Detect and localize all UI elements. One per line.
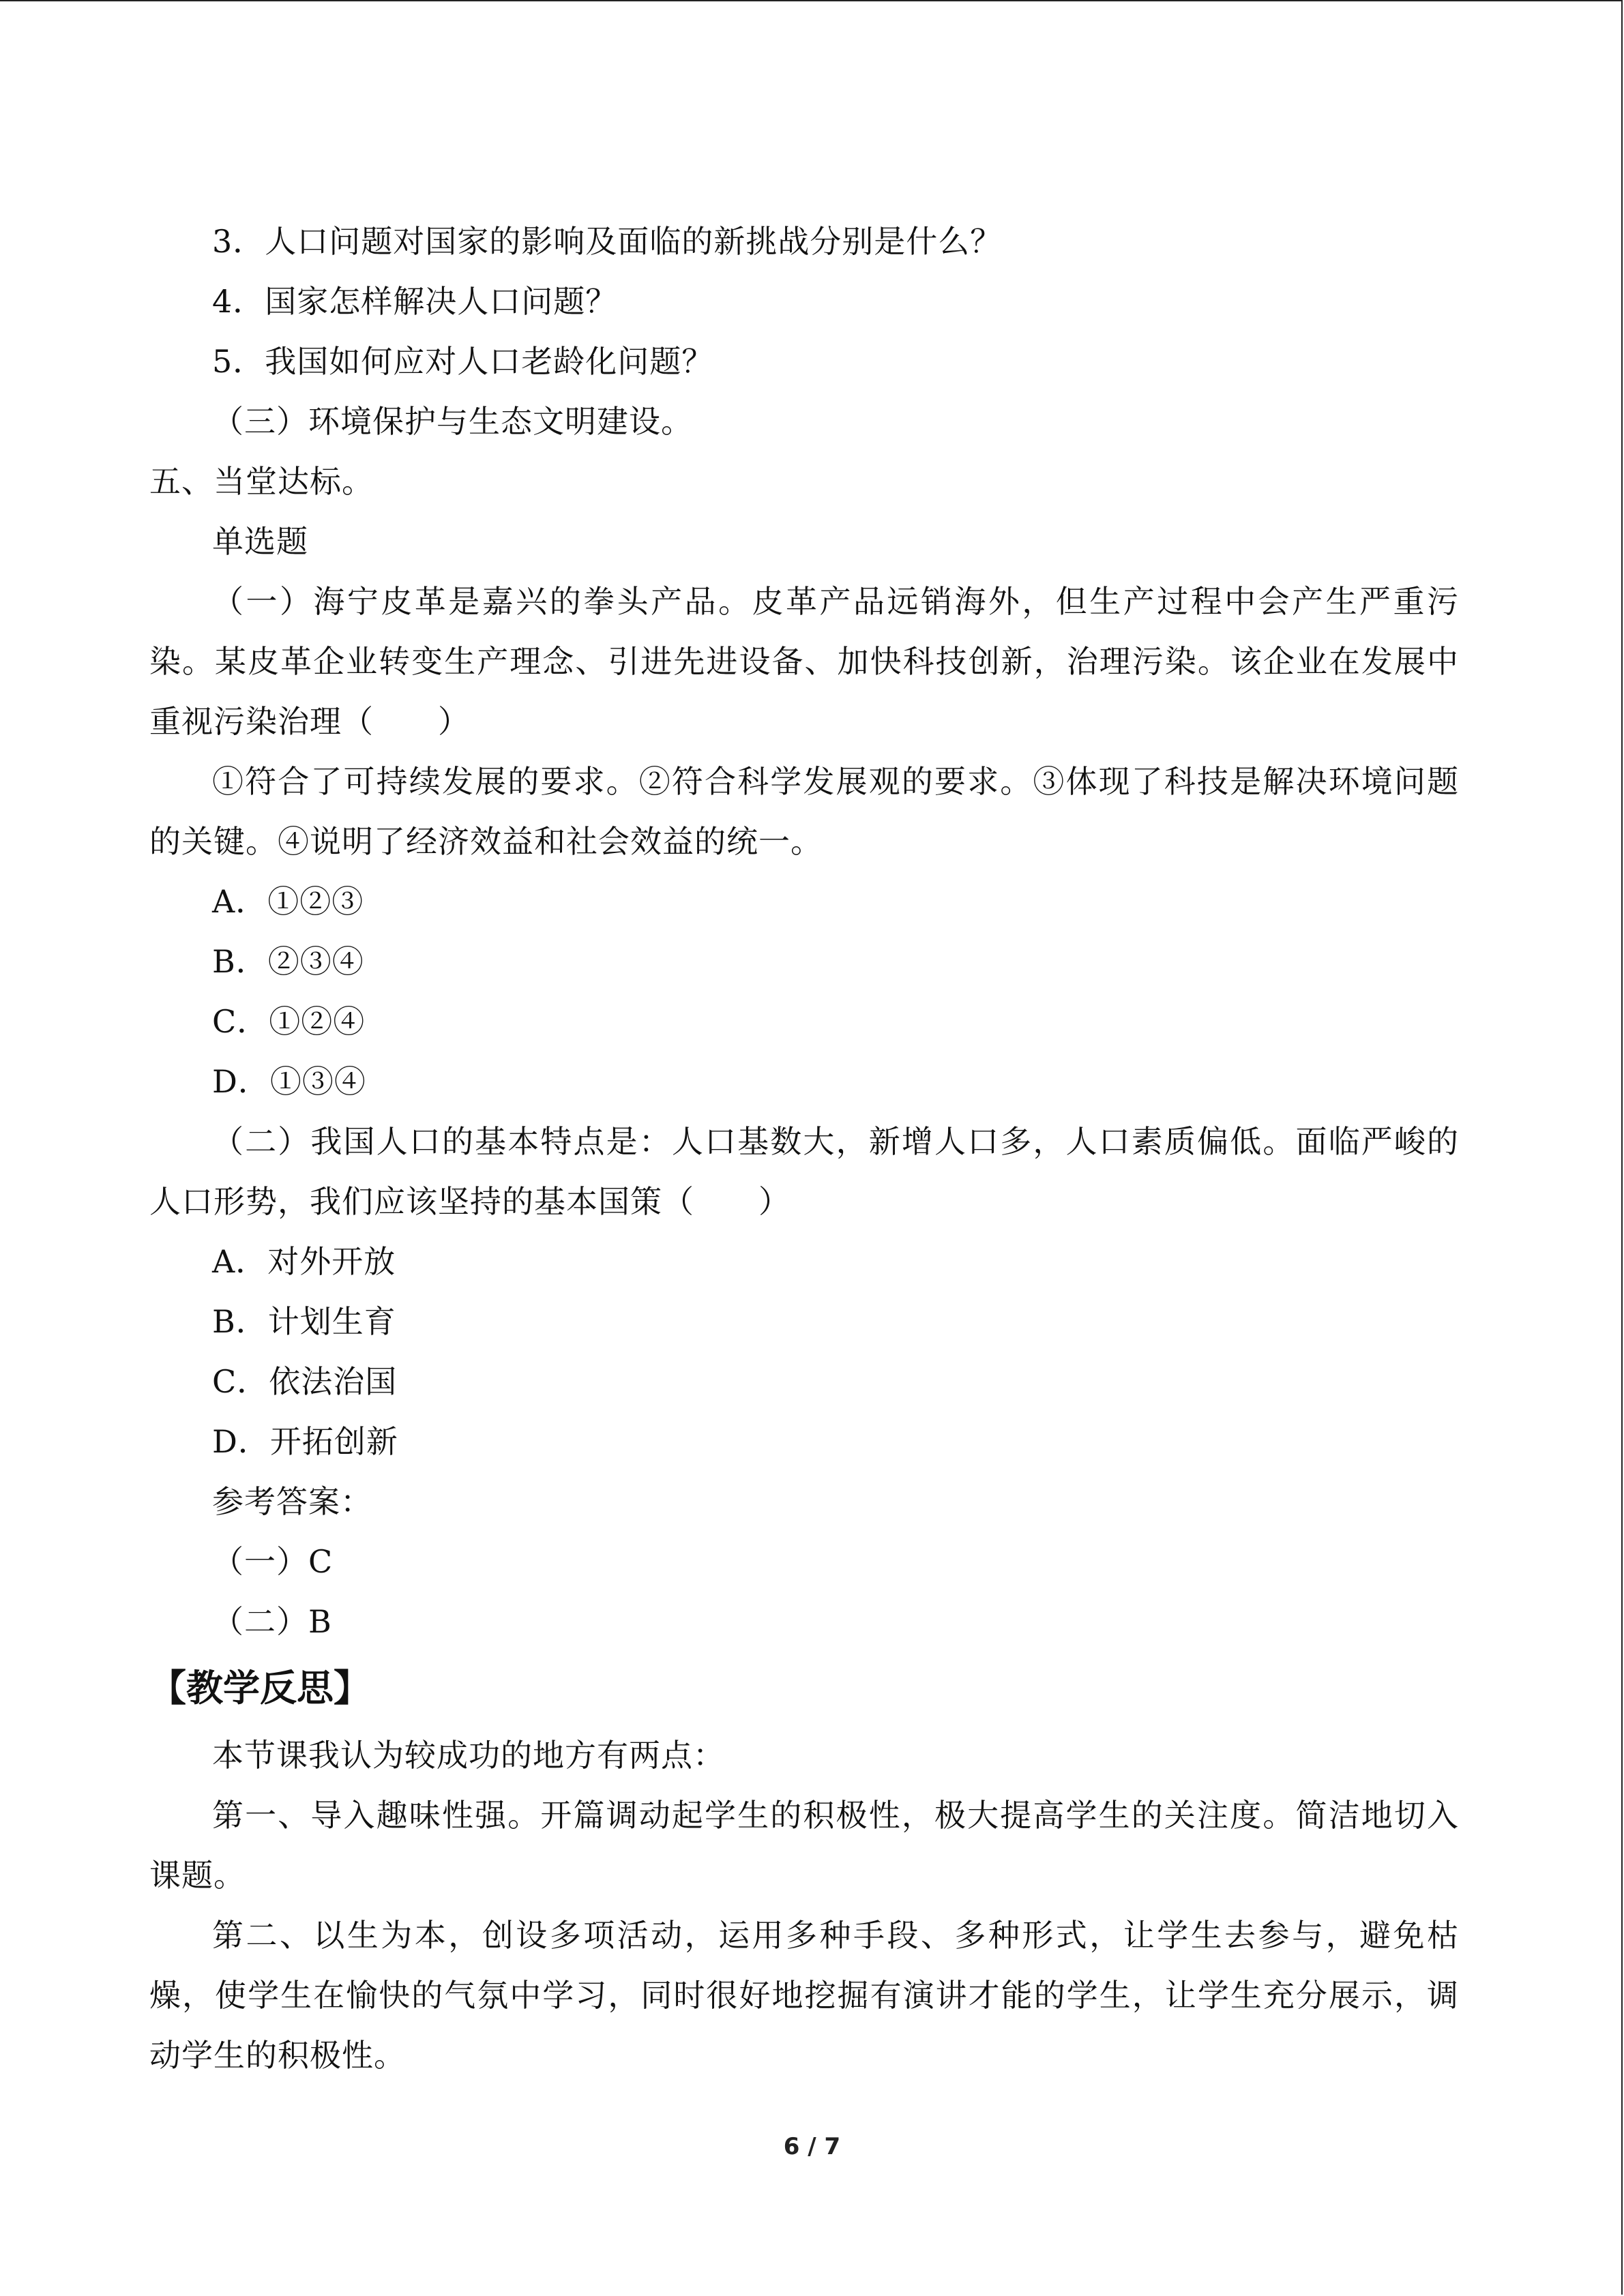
- question-type-label: 单选题: [212, 523, 308, 560]
- answer-1: （一）C: [212, 1543, 334, 1580]
- answers-label: 参考答案：: [212, 1483, 372, 1520]
- question-2-option-c: C．依法治国: [212, 1363, 398, 1400]
- reflection-heading: 【教学反思】: [149, 1667, 370, 1710]
- question-item-3: 3．人口问题对国家的影响及面临的新挑战分别是什么？: [212, 223, 1003, 260]
- reflection-intro: 本节课我认为较成功的地方有两点：: [212, 1737, 725, 1774]
- question-2-option-d: D．开拓创新: [212, 1423, 398, 1460]
- document-body: [149, 211, 1459, 2085]
- question-item-4: 4．国家怎样解决人口问题？: [212, 283, 618, 320]
- question-1-option-c: C．①②④: [212, 1003, 366, 1040]
- question-item-5: 5．我国如何应对人口老龄化问题？: [212, 343, 714, 380]
- question-1-statements: ①符合了可持续发展的要求。②符合科学发展观的要求。③体现了科技是解决环境问题的关键。④说明了经济效益和社会效益的统一。: [149, 763, 1459, 860]
- subsection-title: （三）环境保护与生态文明建设。: [212, 403, 693, 440]
- answer-2: （二）B: [212, 1603, 332, 1640]
- section-title: 五、当堂达标。: [149, 463, 374, 500]
- question-2-option-b: B．计划生育: [212, 1303, 396, 1340]
- question-2-stem: （二）我国人口的基本特点是：人口基数大，新增人口多，人口素质偏低。面临严峻的人口形势，我们应该坚持的基本国策（ ）: [149, 1123, 1459, 1220]
- page-number: 6 / 7: [783, 2133, 841, 2160]
- question-1-stem: （一）海宁皮革是嘉兴的拳头产品。皮革产品远销海外，但生产过程中会产生严重污染。某皮革企业转变生产理念、引进先进设备、加快科技创新，治理污染。该企业在发展中重视污染治理（ ）: [149, 583, 1459, 740]
- reflection-point-1: 第一、导入趣味性强。开篇调动起学生的积极性，极大提高学生的关注度。简洁地切入课题。: [149, 1797, 1459, 1894]
- question-1-option-a: A．①②③: [212, 883, 364, 920]
- question-1-option-b: B．②③④: [212, 943, 364, 980]
- question-1-option-d: D．①③④: [212, 1063, 366, 1100]
- question-2-option-a: A．对外开放: [212, 1243, 396, 1280]
- reflection-point-2: 第二、以生为本，创设多项活动，运用多种手段、多种形式，让学生去参与，避免枯燥，使学生在愉快的气氛中学习，同时很好地挖掘有演讲才能的学生，让学生充分展示，调动学生的积极性。: [149, 1917, 1459, 2074]
